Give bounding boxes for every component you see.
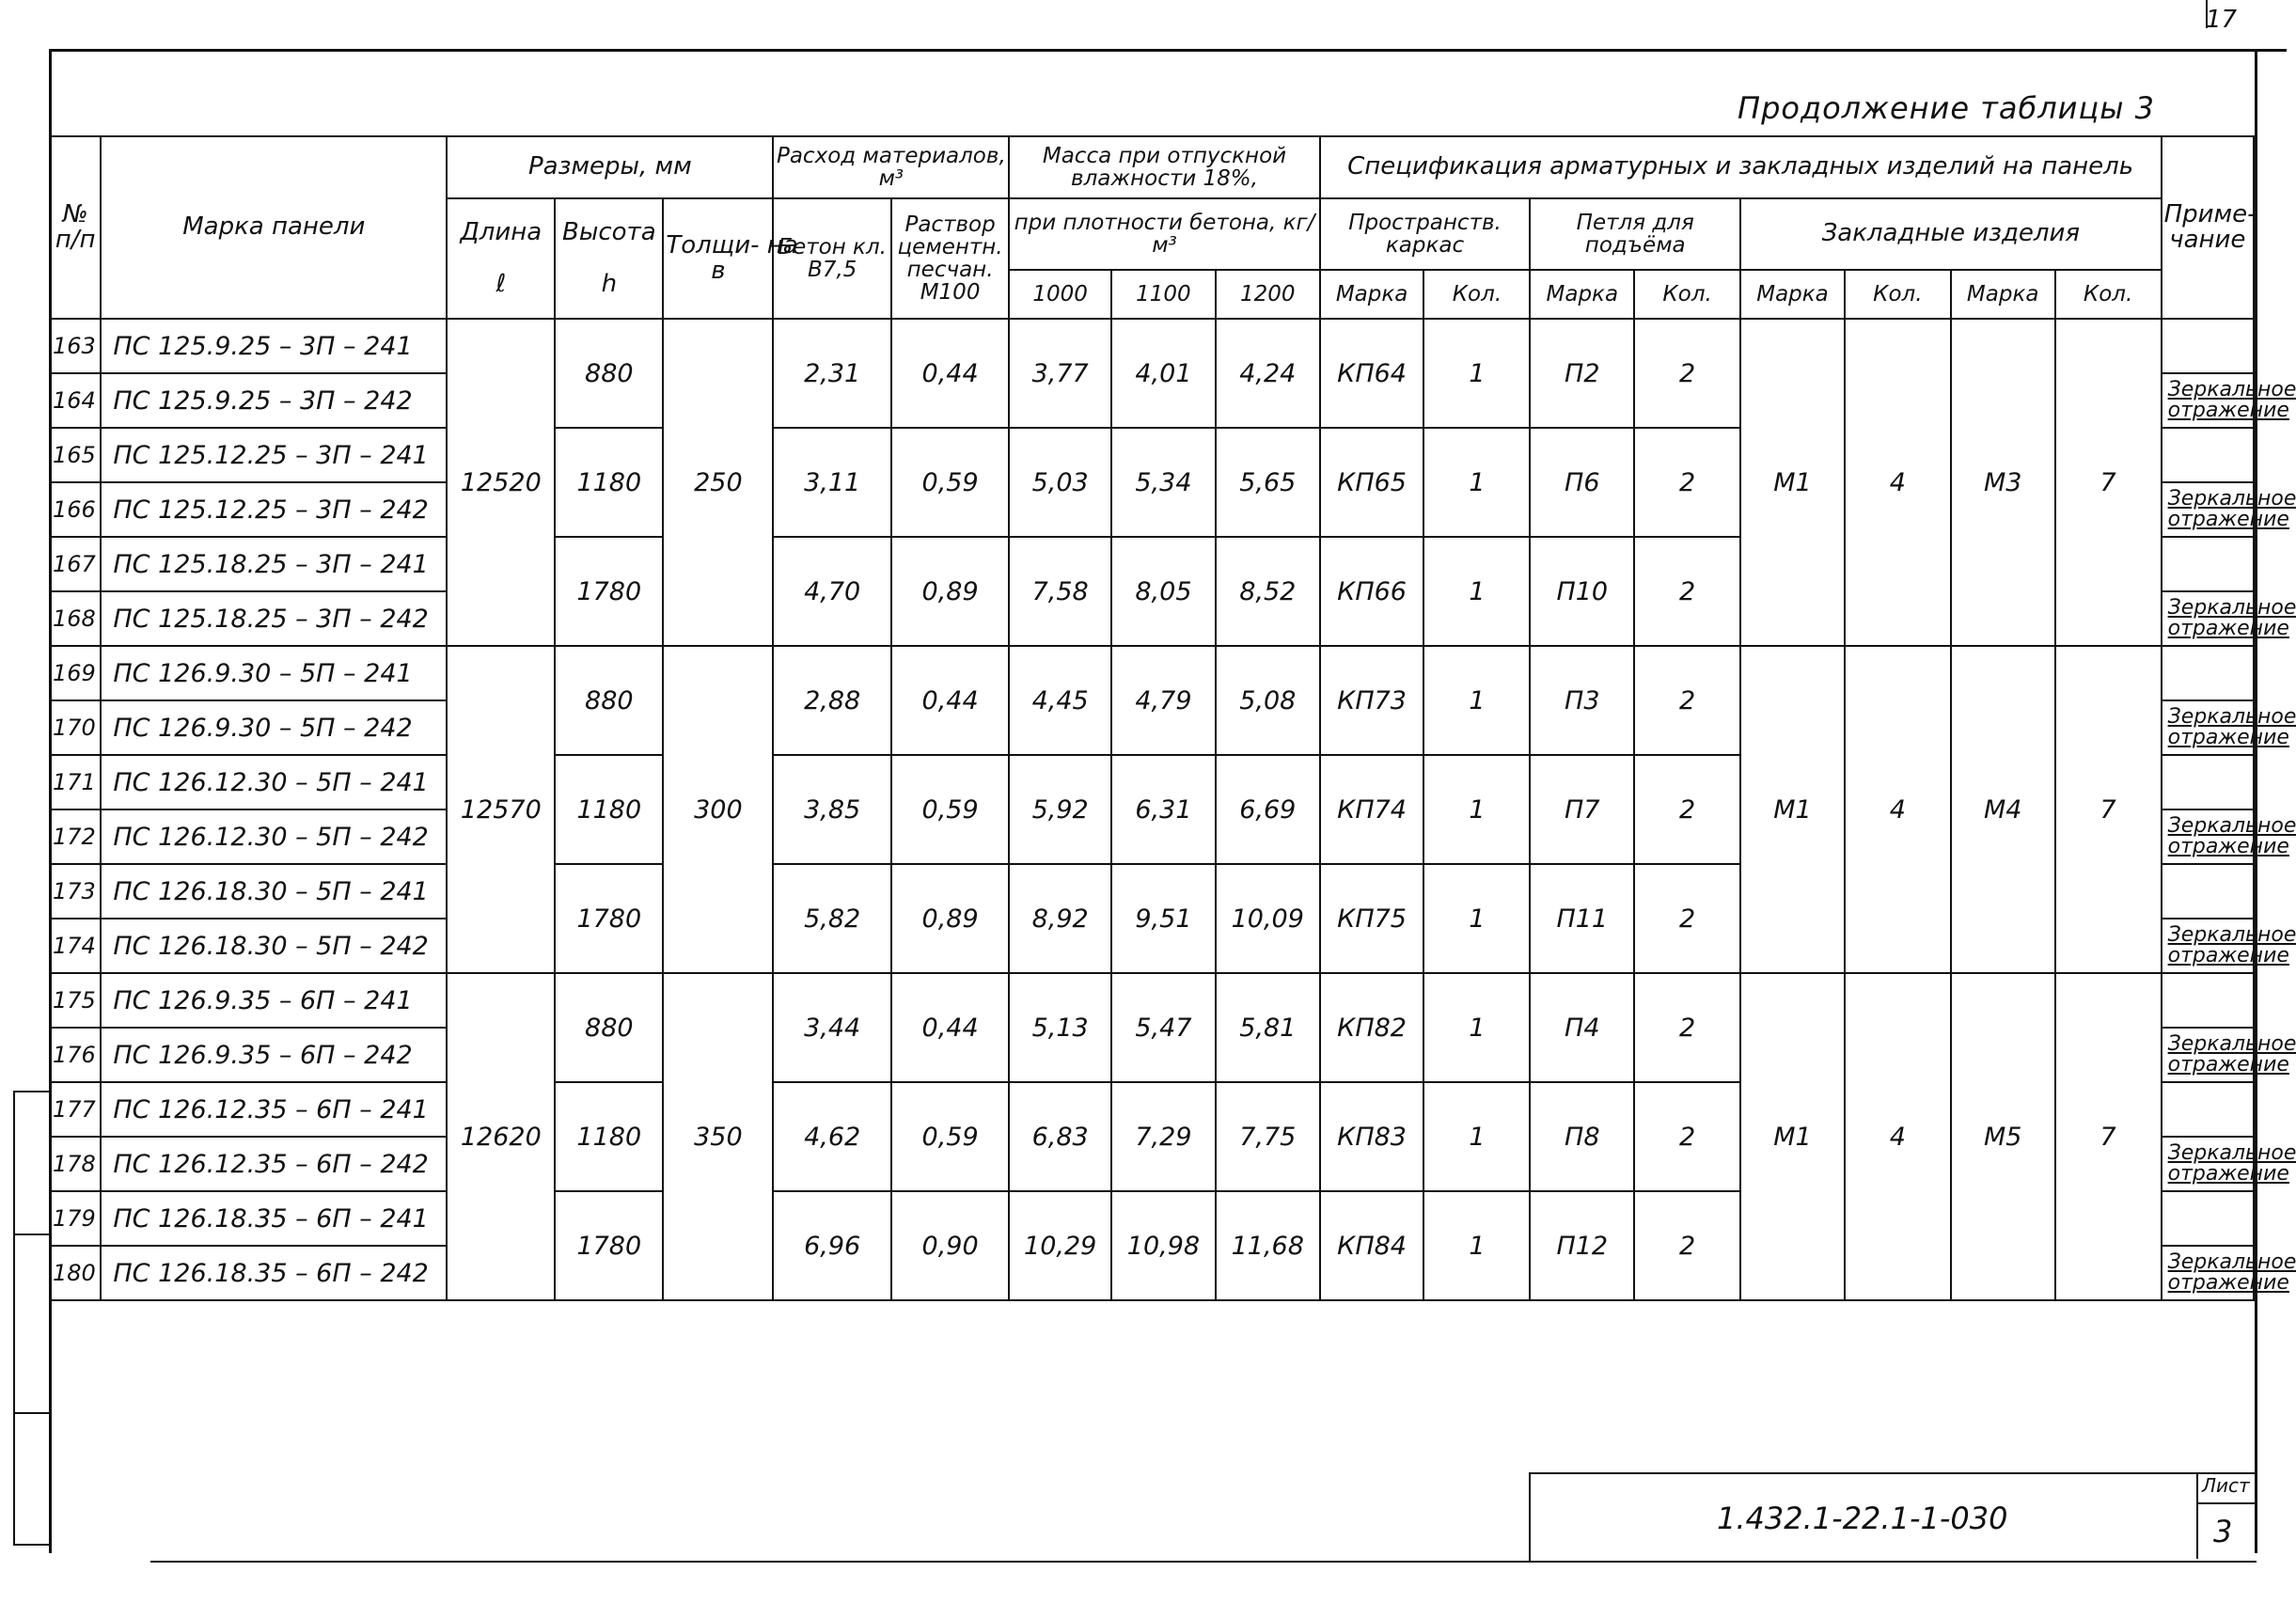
frame-qty-value: 1 (1423, 1191, 1530, 1300)
frame-right-line (2255, 49, 2257, 1553)
sheet-box (2196, 1472, 2257, 1559)
embedded-qty-2-value: 7 (2055, 646, 2162, 973)
panel-mark: ПС 125.9.25 – 3П – 242 (101, 373, 447, 428)
header-embedded-mark-2: Марка (1951, 270, 2055, 319)
mass-1000-value: 5,92 (1009, 755, 1111, 864)
header-frame-mark: Марка (1320, 270, 1424, 319)
concrete-value: 4,62 (773, 1082, 890, 1191)
height-value: 880 (555, 973, 663, 1082)
mass-1100-value: 9,51 (1111, 864, 1216, 973)
frame-mark-value: КП66 (1320, 537, 1424, 646)
frame-mark-value: КП75 (1320, 864, 1424, 973)
note-value: Зеркальное отражение (2162, 482, 2254, 537)
frame-mark-value: КП65 (1320, 428, 1424, 537)
length-value: 12620 (447, 973, 555, 1300)
note-value: Зеркальное отражение (2162, 919, 2254, 973)
embedded-qty-1-value: 4 (1845, 973, 1951, 1300)
mass-1100-value: 4,79 (1111, 646, 1216, 755)
note-value (2162, 428, 2254, 482)
panel-mark: ПС 126.12.35 – 6П – 242 (101, 1137, 447, 1191)
row-number: 180 (50, 1246, 101, 1300)
header-embedded-qty-2: Кол. (2055, 270, 2162, 319)
row-number: 166 (50, 482, 101, 537)
note-value: Зеркальное отражение (2162, 1028, 2254, 1082)
header-embedded-qty-1: Кол. (1845, 270, 1951, 319)
note-value (2162, 864, 2254, 919)
note-value (2162, 973, 2254, 1028)
loop-mark-value: П3 (1530, 646, 1634, 755)
mortar-value: 0,44 (891, 319, 1009, 428)
loop-mark-value: П6 (1530, 428, 1634, 537)
mass-1000-value: 8,92 (1009, 864, 1111, 973)
panel-mark: ПС 126.9.35 – 6П – 241 (101, 973, 447, 1028)
concrete-value: 6,96 (773, 1191, 890, 1300)
header-embedded: Закладные изделия (1740, 198, 2162, 270)
loop-qty-value: 2 (1634, 537, 1740, 646)
binding-margin-strip (13, 1091, 51, 1546)
row-number: 175 (50, 973, 101, 1028)
loop-mark-value: П2 (1530, 319, 1634, 428)
panel-mark: ПС 125.12.25 – 3П – 241 (101, 428, 447, 482)
mortar-value: 0,44 (891, 646, 1009, 755)
row-number: 170 (50, 700, 101, 755)
concrete-value: 3,44 (773, 973, 890, 1082)
header-loop: Петля для подъёма (1530, 198, 1740, 270)
panel-mark: ПС 126.9.30 – 5П – 241 (101, 646, 447, 700)
table-continuation-title: Продолжение таблицы 3 (1738, 90, 2156, 126)
loop-mark-value: П8 (1530, 1082, 1634, 1191)
row-number: 169 (50, 646, 101, 700)
sheet-label: Лист (2202, 1474, 2250, 1497)
mass-1100-value: 4,01 (1111, 319, 1216, 428)
frame-qty-value: 1 (1423, 319, 1530, 428)
concrete-value: 3,11 (773, 428, 890, 537)
header-frame: Пространств. каркас (1320, 198, 1531, 270)
mortar-value: 0,44 (891, 973, 1009, 1082)
mass-1200-value: 7,75 (1216, 1082, 1320, 1191)
row-number: 179 (50, 1191, 101, 1246)
frame-qty-value: 1 (1423, 646, 1530, 755)
panel-mark: ПС 126.18.35 – 6П – 241 (101, 1191, 447, 1246)
row-number: 178 (50, 1137, 101, 1191)
height-value: 880 (555, 319, 663, 428)
mass-1000-value: 5,13 (1009, 973, 1111, 1082)
header-consumption: Расход материалов, м³ (773, 136, 1009, 198)
height-value: 880 (555, 646, 663, 755)
note-value (2162, 319, 2254, 373)
mass-1000-value: 4,45 (1009, 646, 1111, 755)
mass-1200-value: 10,09 (1216, 864, 1320, 973)
loop-qty-value: 2 (1634, 864, 1740, 973)
concrete-value: 3,85 (773, 755, 890, 864)
panel-mark: ПС 125.9.25 – 3П – 241 (101, 319, 447, 373)
mass-1200-value: 6,69 (1216, 755, 1320, 864)
note-value (2162, 755, 2254, 809)
header-frame-qty: Кол. (1423, 270, 1530, 319)
table-row (50, 646, 2254, 700)
row-number: 167 (50, 537, 101, 591)
frame-qty-value: 1 (1423, 973, 1530, 1082)
table-row (50, 973, 2254, 1028)
length-value: 12520 (447, 319, 555, 646)
mass-1200-value: 8,52 (1216, 537, 1320, 646)
page-number: 17 (2206, 6, 2238, 34)
embedded-mark-1-value: М1 (1740, 319, 1845, 646)
frame-mark-value: КП64 (1320, 319, 1424, 428)
thickness-value: 250 (663, 319, 773, 646)
mass-1000-value: 10,29 (1009, 1191, 1111, 1300)
height-value: 1180 (555, 428, 663, 537)
row-number: 164 (50, 373, 101, 428)
loop-qty-value: 2 (1634, 755, 1740, 864)
header-mark: Марка панели (101, 136, 447, 319)
frame-mark-value: КП82 (1320, 973, 1424, 1082)
embedded-qty-1-value: 4 (1845, 319, 1951, 646)
mass-1200-value: 11,68 (1216, 1191, 1320, 1300)
note-value: Зеркальное отражение (2162, 700, 2254, 755)
header-length: Длина ℓ (447, 198, 555, 319)
panel-mark: ПС 126.9.35 – 6П – 242 (101, 1028, 447, 1082)
note-value (2162, 1191, 2254, 1246)
loop-mark-value: П7 (1530, 755, 1634, 864)
note-value (2162, 1082, 2254, 1137)
height-value: 1180 (555, 1082, 663, 1191)
mortar-value: 0,59 (891, 1082, 1009, 1191)
thickness-value: 350 (663, 973, 773, 1300)
panel-mark: ПС 126.9.30 – 5П – 242 (101, 700, 447, 755)
length-value: 12570 (447, 646, 555, 973)
header-concrete: Бетон кл. В7,5 (773, 198, 890, 319)
mortar-value: 0,59 (891, 428, 1009, 537)
loop-qty-value: 2 (1634, 646, 1740, 755)
panel-mark: ПС 125.18.25 – 3П – 241 (101, 537, 447, 591)
header-dimensions: Размеры, мм (447, 136, 773, 198)
frame-top-line (49, 49, 2287, 52)
note-value (2162, 537, 2254, 591)
header-density-1000: 1000 (1009, 270, 1111, 319)
sheet-number: 3 (2213, 1514, 2233, 1549)
header-density-1100: 1100 (1111, 270, 1216, 319)
header-specification: Спецификация арматурных и закладных изделий на панель (1320, 136, 2162, 198)
height-value: 1780 (555, 864, 663, 973)
panel-mark: ПС 126.12.30 – 5П – 241 (101, 755, 447, 809)
loop-mark-value: П11 (1530, 864, 1634, 973)
panel-mark: ПС 126.18.30 – 5П – 241 (101, 864, 447, 919)
embedded-qty-2-value: 7 (2055, 973, 2162, 1300)
header-loop-mark: Марка (1530, 270, 1634, 319)
row-number: 176 (50, 1028, 101, 1082)
mass-1100-value: 5,34 (1111, 428, 1216, 537)
panel-mark: ПС 125.18.25 – 3П – 242 (101, 591, 447, 646)
frame-qty-value: 1 (1423, 428, 1530, 537)
concrete-value: 5,82 (773, 864, 890, 973)
row-number: 174 (50, 919, 101, 973)
mass-1000-value: 7,58 (1009, 537, 1111, 646)
header-loop-qty: Кол. (1634, 270, 1740, 319)
table-row (50, 319, 2254, 373)
mortar-value: 0,90 (891, 1191, 1009, 1300)
mass-1200-value: 5,81 (1216, 973, 1320, 1082)
row-number: 172 (50, 809, 101, 864)
height-value: 1780 (555, 1191, 663, 1300)
loop-qty-value: 2 (1634, 428, 1740, 537)
bottom-rule (150, 1561, 2255, 1563)
mortar-value: 0,89 (891, 864, 1009, 973)
mass-1100-value: 7,29 (1111, 1082, 1216, 1191)
frame-qty-value: 1 (1423, 864, 1530, 973)
height-value: 1780 (555, 537, 663, 646)
loop-mark-value: П12 (1530, 1191, 1634, 1300)
note-value: Зеркальное отражение (2162, 373, 2254, 428)
height-value: 1180 (555, 755, 663, 864)
mass-1100-value: 5,47 (1111, 973, 1216, 1082)
frame-mark-value: КП74 (1320, 755, 1424, 864)
header-note: Приме- чание (2162, 136, 2254, 319)
loop-mark-value: П4 (1530, 973, 1634, 1082)
note-value: Зеркальное отражение (2162, 1137, 2254, 1191)
thickness-value: 300 (663, 646, 773, 973)
header-thickness: Толщи- на в (663, 198, 773, 319)
frame-mark-value: КП73 (1320, 646, 1424, 755)
document-code: 1.432.1-22.1-1-030 (1717, 1501, 2008, 1536)
panel-specification-table (49, 135, 2296, 1301)
table-body (50, 319, 2296, 1300)
loop-mark-value: П10 (1530, 537, 1634, 646)
frame-qty-value: 1 (1423, 537, 1530, 646)
row-number: 173 (50, 864, 101, 919)
embedded-mark-2-value: М3 (1951, 319, 2055, 646)
loop-qty-value: 2 (1634, 973, 1740, 1082)
frame-qty-value: 1 (1423, 1082, 1530, 1191)
frame-mark-value: КП83 (1320, 1082, 1424, 1191)
row-number: 177 (50, 1082, 101, 1137)
panel-mark: ПС 126.18.35 – 6П – 242 (101, 1246, 447, 1300)
loop-qty-value: 2 (1634, 1191, 1740, 1300)
header-num: № п/п (50, 136, 101, 319)
header-mass: Масса при отпускной влажности 18%, (1009, 136, 1319, 198)
row-number: 165 (50, 428, 101, 482)
embedded-qty-2-value: 7 (2055, 319, 2162, 646)
mortar-value: 0,59 (891, 755, 1009, 864)
mass-1100-value: 10,98 (1111, 1191, 1216, 1300)
mass-1000-value: 5,03 (1009, 428, 1111, 537)
row-number: 168 (50, 591, 101, 646)
header-height: Высота h (555, 198, 663, 319)
embedded-mark-1-value: М1 (1740, 646, 1845, 973)
header-embedded-mark-1: Марка (1740, 270, 1845, 319)
row-number: 171 (50, 755, 101, 809)
embedded-qty-1-value: 4 (1845, 646, 1951, 973)
mortar-value: 0,89 (891, 537, 1009, 646)
header-density-1200: 1200 (1216, 270, 1320, 319)
row-number: 163 (50, 319, 101, 373)
mass-1000-value: 3,77 (1009, 319, 1111, 428)
mass-1200-value: 4,24 (1216, 319, 1320, 428)
concrete-value: 2,31 (773, 319, 890, 428)
header-mortar: Раствор цементн. песчан. М100 (891, 198, 1009, 319)
mass-1100-value: 8,05 (1111, 537, 1216, 646)
header-density: при плотности бетона, кг/м³ (1009, 198, 1319, 270)
panel-mark: ПС 125.12.25 – 3П – 242 (101, 482, 447, 537)
concrete-value: 4,70 (773, 537, 890, 646)
mass-1000-value: 6,83 (1009, 1082, 1111, 1191)
panel-mark: ПС 126.12.35 – 6П – 241 (101, 1082, 447, 1137)
frame-qty-value: 1 (1423, 755, 1530, 864)
note-value: Зеркальное отражение (2162, 809, 2254, 864)
note-value (2162, 646, 2254, 700)
loop-qty-value: 2 (1634, 319, 1740, 428)
note-value: Зеркальное отражение (2162, 591, 2254, 646)
loop-qty-value: 2 (1634, 1082, 1740, 1191)
embedded-mark-1-value: М1 (1740, 973, 1845, 1300)
panel-mark: ПС 126.12.30 – 5П – 242 (101, 809, 447, 864)
mass-1100-value: 6,31 (1111, 755, 1216, 864)
mass-1200-value: 5,08 (1216, 646, 1320, 755)
frame-mark-value: КП84 (1320, 1191, 1424, 1300)
embedded-mark-2-value: М5 (1951, 973, 2055, 1300)
note-value: Зеркальное отражение (2162, 1246, 2254, 1300)
panel-mark: ПС 126.18.30 – 5П – 242 (101, 919, 447, 973)
concrete-value: 2,88 (773, 646, 890, 755)
embedded-mark-2-value: М4 (1951, 646, 2055, 973)
mass-1200-value: 5,65 (1216, 428, 1320, 537)
